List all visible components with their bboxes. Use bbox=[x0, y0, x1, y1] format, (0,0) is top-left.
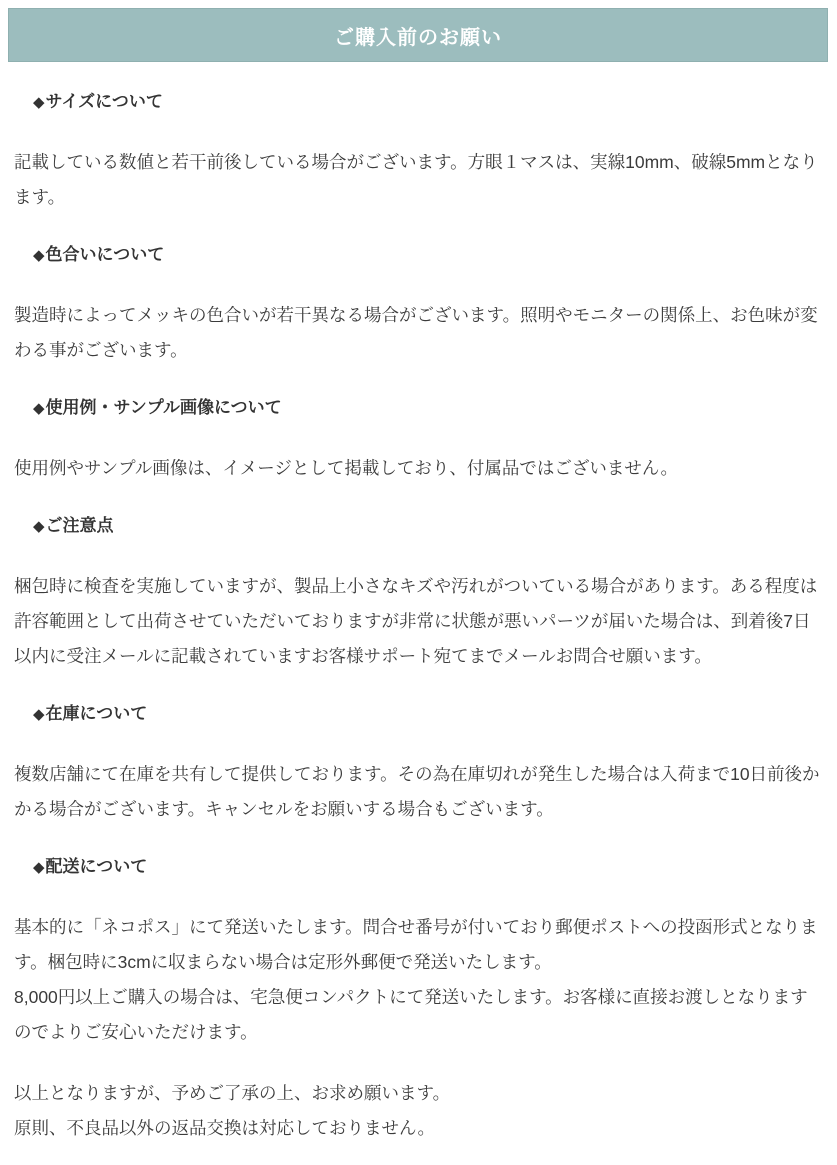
section-heading bbox=[33, 398, 821, 419]
section-body bbox=[14, 145, 823, 215]
section-heading-label: ご注意点 bbox=[45, 516, 114, 535]
purchase-notice-page bbox=[0, 8, 837, 1146]
notice-section bbox=[0, 245, 837, 368]
notice-section bbox=[0, 92, 837, 215]
section-body bbox=[14, 451, 823, 486]
section-body-line: 複数店舗にて在庫を共有して提供しております。その為在庫切れが発生した場合は入荷まで10日前後かかる場合がございます。キャンセルをお願いする場合もございます。 bbox=[14, 764, 820, 819]
diamond-icon: ◆ bbox=[33, 859, 45, 876]
section-heading-label: 配送について bbox=[45, 857, 148, 876]
section-heading-label: 色合いについて bbox=[45, 245, 165, 264]
section-body bbox=[14, 910, 823, 1050]
notice-section bbox=[0, 857, 837, 1050]
notice-section bbox=[0, 704, 837, 827]
page-title: ご購入前のお願い bbox=[334, 26, 502, 49]
closing-note bbox=[14, 1076, 823, 1146]
section-heading-label: 在庫について bbox=[45, 704, 148, 723]
diamond-icon: ◆ bbox=[33, 706, 45, 723]
section-body-line: 記載している数値と若干前後している場合がございます。方眼１マスは、実線10mm、破線5mmとなります。 bbox=[14, 152, 818, 207]
closing-line-1: 以上となりますが、予めご了承の上、お求め願います。 bbox=[14, 1083, 451, 1103]
section-body bbox=[14, 757, 823, 827]
section-heading bbox=[33, 92, 821, 113]
section-heading bbox=[33, 245, 821, 266]
diamond-icon: ◆ bbox=[33, 518, 45, 535]
diamond-icon: ◆ bbox=[33, 247, 45, 264]
section-body bbox=[14, 569, 823, 674]
closing-line-2: 原則、不良品以外の返品交換は対応しておりません。 bbox=[14, 1118, 436, 1138]
page-title-bar bbox=[8, 8, 828, 62]
section-heading-label: サイズについて bbox=[45, 92, 163, 111]
section-body bbox=[14, 298, 823, 368]
section-heading-label: 使用例・サンプル画像について bbox=[45, 398, 282, 417]
notice-section bbox=[0, 516, 837, 674]
section-body-line: 基本的に「ネコポス」にて発送いたします。問合せ番号が付いており郵便ポストへの投函形式となります。梱包時に3cmに収まらない場合は定形外郵便で発送いたします。 bbox=[14, 917, 818, 972]
section-heading bbox=[33, 704, 821, 725]
section-body-line: 梱包時に検査を実施していますが、製品上小さなキズや汚れがついている場合があります。ある程度は許容範囲として出荷させていただいておりますが非常に状態が悪いパーツが届いた場合は、到着後7日以内に受注メールに記載されていますお客様サポート宛てまでメールお問合せ願います。 bbox=[14, 576, 818, 666]
sections-container bbox=[0, 92, 837, 1050]
diamond-icon: ◆ bbox=[33, 400, 45, 417]
notice-section bbox=[0, 398, 837, 486]
diamond-icon: ◆ bbox=[33, 94, 45, 111]
section-heading bbox=[33, 516, 821, 537]
section-heading bbox=[33, 857, 821, 878]
section-body-line: 8,000円以上ご購入の場合は、宅急便コンパクトにて発送いたします。お客様に直接お渡しとなりますのでよりご安心いただけます。 bbox=[14, 987, 808, 1042]
section-body-line: 製造時によってメッキの色合いが若干異なる場合がございます。照明やモニターの関係上、お色味が変わる事がございます。 bbox=[14, 305, 818, 360]
section-body-line: 使用例やサンプル画像は、イメージとして掲載しており、付属品ではございません。 bbox=[14, 458, 678, 478]
